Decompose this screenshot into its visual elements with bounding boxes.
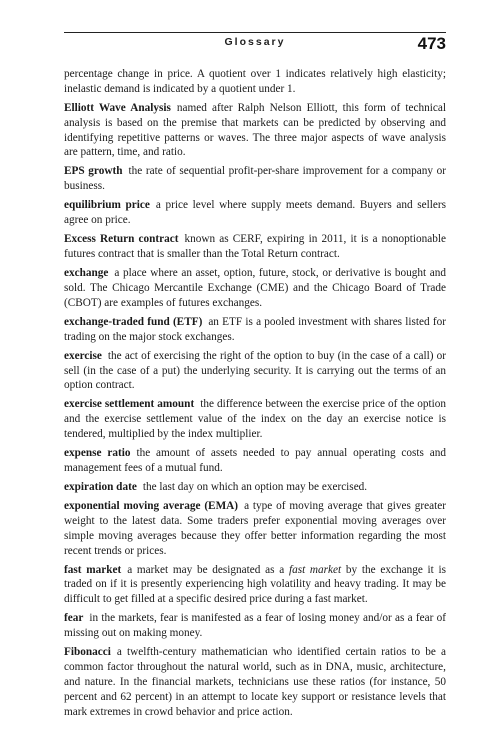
entry-definition: the rate of sequential profit-per-share improvement for a company or business.	[64, 165, 446, 193]
glossary-entry	[64, 315, 446, 345]
entry-term: fear	[64, 612, 84, 625]
glossary-entry	[64, 397, 446, 442]
glossary-entry	[64, 611, 446, 641]
glossary-entry	[64, 446, 446, 476]
glossary-body	[64, 67, 446, 724]
running-header	[64, 32, 446, 55]
entry-term: Excess Return contract	[64, 233, 179, 246]
glossary-entry	[64, 349, 446, 394]
glossary-entry	[64, 499, 446, 558]
entry-term: exercise settlement amount	[64, 398, 195, 411]
glossary-entry	[64, 198, 446, 228]
entry-definition: an ETF is a pooled investment with shares listed for trading on the major stock exchanges.	[64, 315, 446, 343]
entry-term: exchange	[64, 267, 109, 280]
glossary-entry	[64, 232, 446, 262]
glossary-entry	[64, 266, 446, 311]
entry-term: Fibonacci	[64, 646, 111, 659]
entry-term: exchange-traded fund (ETF)	[64, 315, 203, 328]
glossary-entry	[64, 563, 446, 608]
entry-term: exponential moving average (EMA)	[64, 500, 239, 512]
entry-term: equilibrium price	[64, 199, 150, 212]
entry-term: expiration date	[64, 480, 137, 493]
continuation-paragraph: percentage change in price. A quotient over 1 indicates relatively high elasticity; inelastic demand is indicated by a quotient under 1.	[64, 68, 446, 95]
entry-definition: the difference between the exercise price of the option and the exercise settlement value of the index on the day an exercise notice is tendered, multiplied by the index multiplier.	[64, 398, 446, 441]
entry-definition-emphasis: fast market	[288, 563, 342, 576]
entry-term: Elliott Wave Analysis	[64, 101, 171, 114]
entry-term: fast market	[64, 563, 122, 576]
entry-definition: a place where an asset, option, future, stock, or derivative is bought and sold. The Chicago Mercantile Exchange (CME) and the Chicago Board of Trade (CBOT) are examples of futures exchanges.	[64, 267, 446, 309]
entry-definition-after: by the exchange it is traded on if it is presently experiencing high volatility and heavy trading. It may be difficult to get filled at a specific desired price during a fast market.	[64, 563, 447, 606]
section-title: Glossary	[224, 36, 286, 48]
entry-definition: known as CERF, expiring in 2011, it is a nonoptionable futures contract that is smaller than the Total Return contract.	[64, 233, 446, 261]
entry-definition: the last day on which an option may be exercised.	[142, 480, 368, 493]
entry-definition: a type of moving average that gives greater weight to the latest data. Some traders prefer exponential moving averages over simple moving averages because they offer better information regarding the most recent trends or prices.	[64, 500, 446, 557]
entry-definition: the amount of assets needed to pay annual operating costs and management fees of a mutual fund.	[64, 447, 446, 474]
glossary-entry	[64, 645, 446, 719]
entry-term: EPS growth	[64, 165, 123, 178]
page-number: 473	[417, 34, 446, 53]
glossary-entry	[64, 480, 446, 495]
entry-definition-before: a market may be designated as a	[127, 563, 285, 576]
entry-term: expense ratio	[64, 447, 131, 460]
entry-term: exercise	[64, 349, 102, 362]
glossary-entry	[64, 101, 446, 160]
entry-definition: in the markets, fear is manifested as a fear of losing money and/or as a fear of missing out on making money.	[64, 612, 446, 640]
entry-definition: a twelfth-century mathematician who identified certain ratios to be a common factor throughout the natural world, such as in DNA, music, architecture, and nature. In the financial markets, technicians use these ratios (for instance, 50 percent and 62 percent) in an attempt to locate key support or resistance levels that mark extremes in crowd behavior and price action.	[64, 646, 446, 718]
entry-definition: a price level where supply meets demand. Buyers and sellers agree on price.	[64, 199, 446, 227]
entry-definition: named after Ralph Nelson Elliott, this form of technical analysis is based on the premise that markets can be predicted by observing and identifying repetitive patterns or waves. The three major aspects of wave analysis are pattern, time, and ratio.	[64, 101, 446, 159]
glossary-entry	[64, 164, 446, 194]
entry-definition: the act of exercising the right of the option to buy (in the case of a call) or sell (in the case of a put) the underlying security. It is carrying out the terms of an option contract.	[64, 349, 446, 392]
